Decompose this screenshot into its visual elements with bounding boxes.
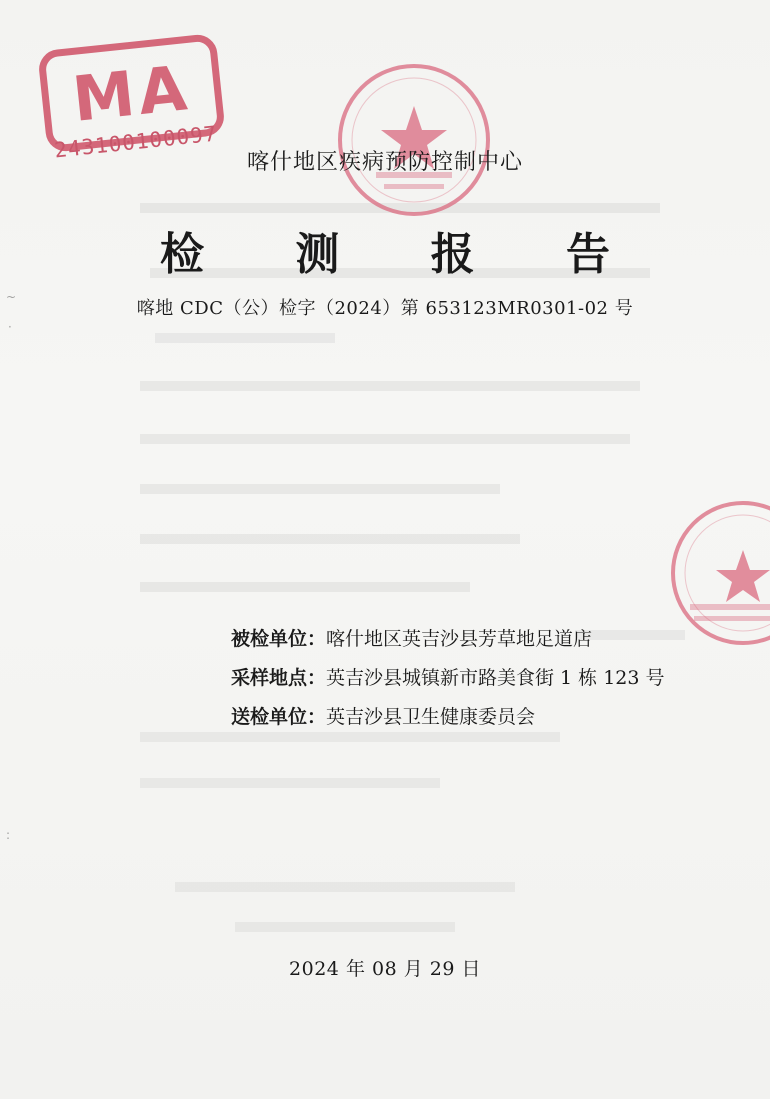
inspected-unit-label: 被检单位： <box>231 628 327 650</box>
submitting-unit-value: 英吉沙县卫生健康委员会 <box>326 706 536 728</box>
inspected-unit-value: 喀什地区英吉沙县芳草地足道店 <box>326 628 593 650</box>
sampling-location-row <box>231 659 665 698</box>
submitting-unit-row <box>231 698 665 737</box>
inspected-unit-row <box>231 620 665 659</box>
margin-mark: : <box>6 828 11 842</box>
seal-top-graphic <box>334 60 494 220</box>
submitting-unit-label: 送检单位： <box>231 706 327 728</box>
organization-name: 喀什地区疾病预防控制中心 <box>246 150 523 175</box>
ma-stamp-number: 243100100097 <box>53 121 219 163</box>
sampling-location-value: 英吉沙县城镇新市路美食街 1 栋 123 号 <box>326 667 665 689</box>
margin-mark: ~ <box>6 290 17 304</box>
sampling-location-label: 采样地点： <box>231 667 327 689</box>
report-date: 2024 年 08 月 29 日 <box>289 958 481 980</box>
margin-mark: · <box>8 320 12 334</box>
seal-right-graphic <box>668 498 770 648</box>
ma-stamp-letters: MA <box>69 50 194 136</box>
report-title: 检 测 报 告 <box>160 229 648 280</box>
official-seal-top <box>334 60 494 220</box>
report-details <box>231 620 665 737</box>
official-seal-right <box>668 498 770 648</box>
report-number: 喀地 CDC（公）检字（2024）第 653123MR0301-02 号 <box>136 298 634 319</box>
